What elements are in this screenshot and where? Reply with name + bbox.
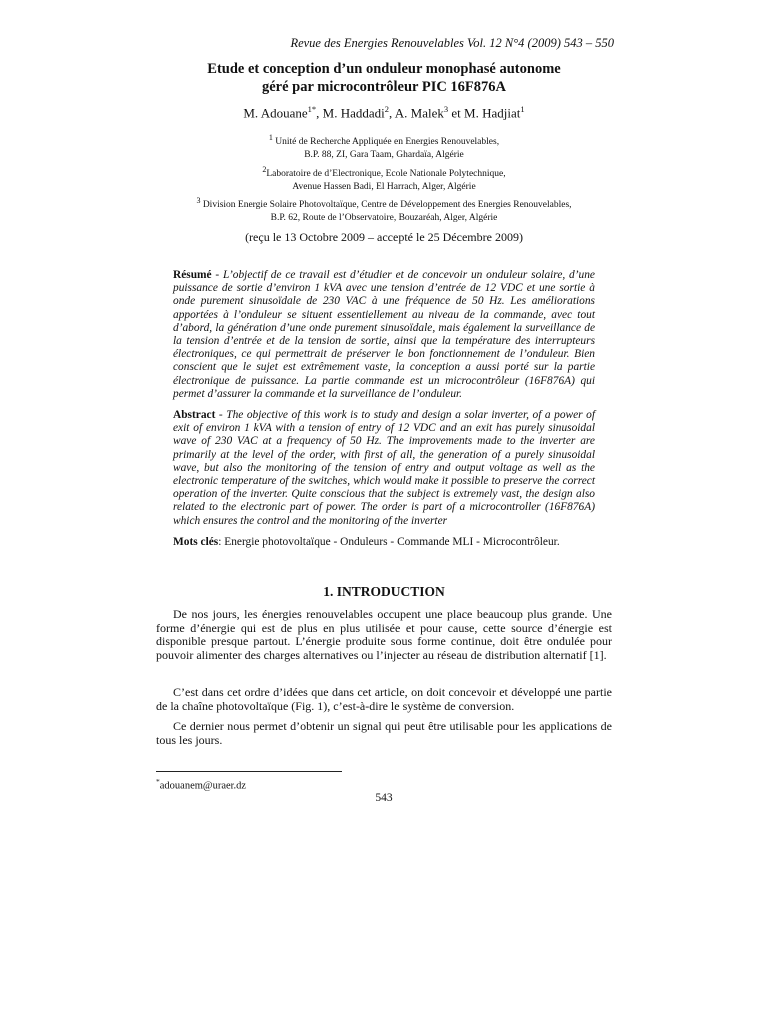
abstract-paragraph	[173, 409, 595, 528]
affiliation-3-line-1	[156, 194, 612, 212]
author-3-mark: 3	[443, 104, 449, 114]
title-line-1: Etude et conception d’un onduleur monophasé autonome	[207, 61, 561, 77]
affiliation-2-mark: 2	[262, 164, 267, 174]
section-heading-introduction: 1. INTRODUCTION	[323, 584, 445, 599]
resume-label: Résumé	[173, 269, 212, 281]
affiliation-list	[156, 131, 612, 226]
author-4-mark: 1	[520, 104, 525, 114]
affiliation-1-mark: 1	[268, 133, 273, 142]
affiliation-3-mark: 3	[196, 196, 201, 206]
affiliation-1-name: Unité de Recherche Appliquée en Energies Renouvelables,	[272, 137, 500, 148]
footnote-email	[156, 777, 246, 792]
footnote-text: adouanem@uraer.dz	[159, 780, 247, 792]
affiliation-3-name: Division Energie Solaire Photovoltaïque, Centre de Développement des Energies Renouvelables,	[200, 200, 572, 211]
page-number: 543	[375, 792, 393, 804]
keywords-line	[173, 536, 595, 549]
resume-text: - L’objectif de ce travail est d’étudier et de concevoir un onduleur solaire, d’une puissance de sortie d’environ 1 kVA avec une tension d’entrée de 12 VDC et une sortie à onde purement sinusoïdale de 230 VAC à une fréquence de 50 Hz. Les améliorations apportées à l’onduleur se situent essentiellement au niveau de la commande, avec tout d’abord, la génération d’une onde purement sinusoïdale, mais également la surveillance de la tension d’entrée et de la tension de sortie, ainsi que la température des interrupteurs électroniques, ce qui permettrait de préserver le bon fonctionnement de l’onduleur. Bien conscient que le sujet est extrêmement vaste, la conception a aussi porté sur la partie électronique de puissance. La partie commande est un microcontrôleur (16F876A) qui permet d’assurer la commande et la surveillance de l’onduleur.	[173, 269, 595, 400]
affiliation-2-line-2: Avenue Hassen Badi, El Harrach, Alger, Algérie	[292, 181, 476, 192]
intro-paragraph-1: De nos jours, les énergies renouvelables occupent une place beaucoup plus grande. Une forme d’énergie qui est de plus en plus utilisée et pour cause, cette source d’énergie est disponible presque partout. L’énergie produite sous forme continue, doit être ondulée pour pouvoir alimenter des charges alternatives ou l’injecter au réseau de distribution alternatif [1].	[156, 607, 612, 662]
received-accepted-dates: (reçu le 13 Octobre 2009 – accepté le 25 Décembre 2009)	[245, 230, 523, 244]
paper-title	[156, 60, 612, 96]
affiliation-2-line-1	[156, 163, 612, 181]
affiliation-2-name: Laboratoire de d’Electronique, Ecole Nationale Polytechnique,	[266, 168, 506, 179]
resume-paragraph	[173, 269, 595, 401]
intro-paragraph-2: C’est dans cet ordre d’idées que dans cet article, on doit concevoir et développé une partie de la chaîne photovoltaïque (Fig. 1), c’est-à-dire le système de conversion.	[156, 685, 612, 713]
intro-paragraph-3: Ce dernier nous permet d’obtenir un signal qui peut être utilisable pour les applications de tous les jours.	[156, 719, 612, 747]
footnote-mark: *	[156, 777, 160, 786]
affiliation-1-line-1	[156, 131, 612, 149]
title-line-2: géré par microcontrôleur PIC 16F876A	[261, 79, 507, 95]
author-2: , M. Haddadi	[316, 105, 385, 121]
author-4: et M. Hadjiat	[448, 105, 521, 121]
author-list	[156, 104, 612, 121]
footnote-divider	[156, 771, 342, 772]
author-3: , A. Malek	[389, 105, 444, 121]
abstract-label: Abstract	[173, 409, 216, 421]
affiliation-1-line-2: B.P. 88, ZI, Gara Taam, Ghardaïa, Algérie	[304, 150, 464, 161]
affiliation-3-line-2: B.P. 62, Route de l’Observatoire, Bouzaréah, Alger, Algérie	[270, 213, 498, 224]
author-1: M. Adouane	[243, 105, 308, 121]
author-1-mark: 1*	[307, 104, 317, 114]
keywords-label: Mots clés	[173, 536, 219, 548]
journal-header: Revue des Energies Renouvelables Vol. 12 N°4 (2009) 543 – 550	[290, 36, 614, 50]
abstract-text: - The objective of this work is to study and design a solar inverter, of a power of exit of environ 1 kVA with a tension of entry of 12 VDC and an exit has purely sinusoidal wave of 230 VAC at a frequency of 50 Hz. The improvements made to the inverter are primarily at the level of the order, with first of all, the generation of a purely sinusoidal wave, but also the monitoring of the tension of entry and output voltage as well as the electronic temperature of the switches, which would make it possible to preserve the correct operation of the inverter. Quite conscious that the subject is extremely vast, the design also related to the electronic part of power. The order is part of a microcontroller (16F876A) which ensures the control and the monitoring of the inverter	[173, 409, 595, 527]
keywords-text: : Energie photovoltaïque - Onduleurs - Commande MLI - Microcontrôleur.	[218, 536, 560, 548]
author-2-mark: 2	[384, 104, 390, 114]
